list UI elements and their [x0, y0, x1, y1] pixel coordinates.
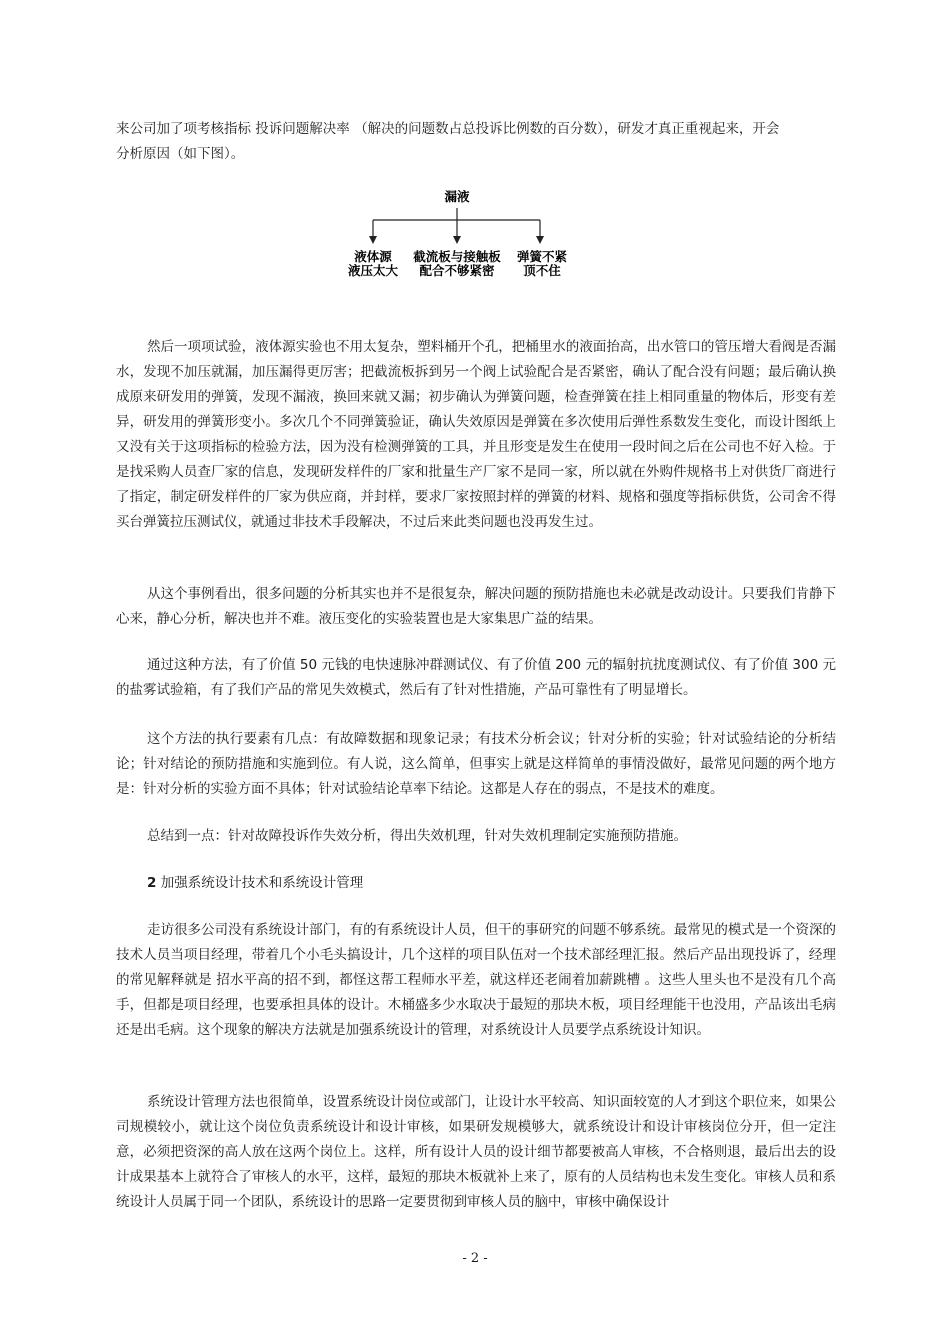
paragraph-6: 走访很多公司没有系统设计部门，有的有系统设计人员，但干的事研究的问题不够系统。最常见的模式是一个资深的技术人员当项目经理，带着几个小毛头搞设计，几个这样的项目队伍对一个技术部经理汇报。然后产品出现投诉了，经理的常见解释就是 招水平高的招不到，都怪这帮工程师水平差，就这样还老闹着加薪跳槽 。这些人里头也不是没有几个高手，但都是项目经理，也要承担具体的设计。木桶盛多少水取决于最短的那块木板，项目经理能干也没用，产品该出毛病还是出毛病。这个现象的解决方法就是加强系统设计的管理，对系统设计人员要学点系统设计知识。 [116, 922, 836, 1038]
diagram-cause-3: 弹簧不紧 顶不住 [516, 249, 567, 278]
diagram-cause-2: 截流板与接触板 配合不够紧密 [413, 249, 501, 278]
paragraph-3: 通过这种方法，有了价值 50 元钱的电快速脉冲群测试仪、有了价值 200 元的辐射抗扰度测试仪、有了价值 300 元的盐雾试验箱，有了我们产品的常见失效模式，然后有了针对性措施，产品可靠性有了明显增长。 [116, 657, 836, 698]
diagram-cause-1: 液体源 液压太大 [347, 249, 398, 278]
paragraph-2: 从这个事例看出，很多问题的分析其实也并不是很复杂，解决问题的预防措施也未必就是改动设计。只要我们肯静下心来，静心分析，解决也并不难。液压变化的实验装置也是大家集思广益的结果。 [116, 586, 836, 627]
section-heading: 2 加强系统设计技术和系统设计管理 [147, 875, 364, 891]
intro-line-1: 来公司加了项考核指标 投诉问题解决率 （解决的问题数占总投诉比例数的百分数），研发才真正重视起来，开会 [116, 121, 780, 137]
diagram-root-label: 漏液 [444, 189, 470, 204]
intro-line-2: 分析原因（如下图）。 [116, 146, 245, 162]
intro-paragraph [116, 117, 836, 167]
page-number: - 2 - [462, 1251, 488, 1266]
paragraph-4: 这个方法的执行要素有几点：有故障数据和现象记录；有技术分析会议；针对分析的实验；针对试验结论的分析结论；针对结论的预防措施和实施到位。有人说，这么简单，但事实上就是这样简单的事情没做好，最常见问题的两个地方是：针对分析的实验方面不具体；针对试验结论草率下结论。这都是人存在的弱点，不是技术的难度。 [116, 731, 836, 797]
paragraph-5: 总结到一点：针对故障投诉作失效分析，得出失效机理，针对失效机理制定实施预防措施。 [147, 828, 687, 844]
cause-diagram [335, 184, 580, 288]
paragraph-1: 然后一项项试验，液体源实验也不用太复杂，塑料桶开个孔，把桶里水的液面抬高，出水管口的管压增大看阀是否漏水，发现不加压就漏，加压漏得更厉害；把截流板拆到另一个阀上试验配合是否紧密，确认了配合没有问题；最后确认换成原来研发用的弹簧，发现不漏液，换回来就又漏；初步确认为弹簧问题，检查弹簧在挂上相同重量的物体后，形变有差异，研发用的弹簧形变小。多次几个不同弹簧验证，确认失效原因是弹簧在多次使用后弹性系数发生变化，而设计图纸上又没有关于这项指标的检验方法，因为没有检测弹簧的工具，并且形变是发生在使用一段时间之后在公司也不好入检。于是找采购人员查厂家的信息，发现研发样件的厂家和批量生产厂家不是同一家，所以就在外购件规格书上对供货厂商进行了指定，制定研发样件的厂家为供应商，并封样，要求厂家按照封样的弹簧的材料、规格和强度等指标供货，公司舍不得买台弹簧拉压测试仪，就通过非技术手段解决，不过后来此类问题也没再发生过。 [116, 339, 836, 530]
paragraph-7: 系统设计管理方法也很简单，设置系统设计岗位或部门，让设计水平较高、知识面较宽的人才到这个职位来，如果公司规模较小，就让这个岗位负责系统设计和设计审核，如果研发规模够大，就系统设计和设计审核岗位分开，但一定注意，必须把资深的高人放在这两个岗位上。这样，所有设计人员的设计细节都要被高人审核，不合格则退，最后出去的设计成果基本上就符合了审核人的水平，这样，最短的那块木板就补上来了，原有的人员结构也未发生变化。审核人员和系统设计人员属于同一个团队，系统设计的思路一定要贯彻到审核人员的脑中，审核中确保设计 [116, 1094, 836, 1210]
